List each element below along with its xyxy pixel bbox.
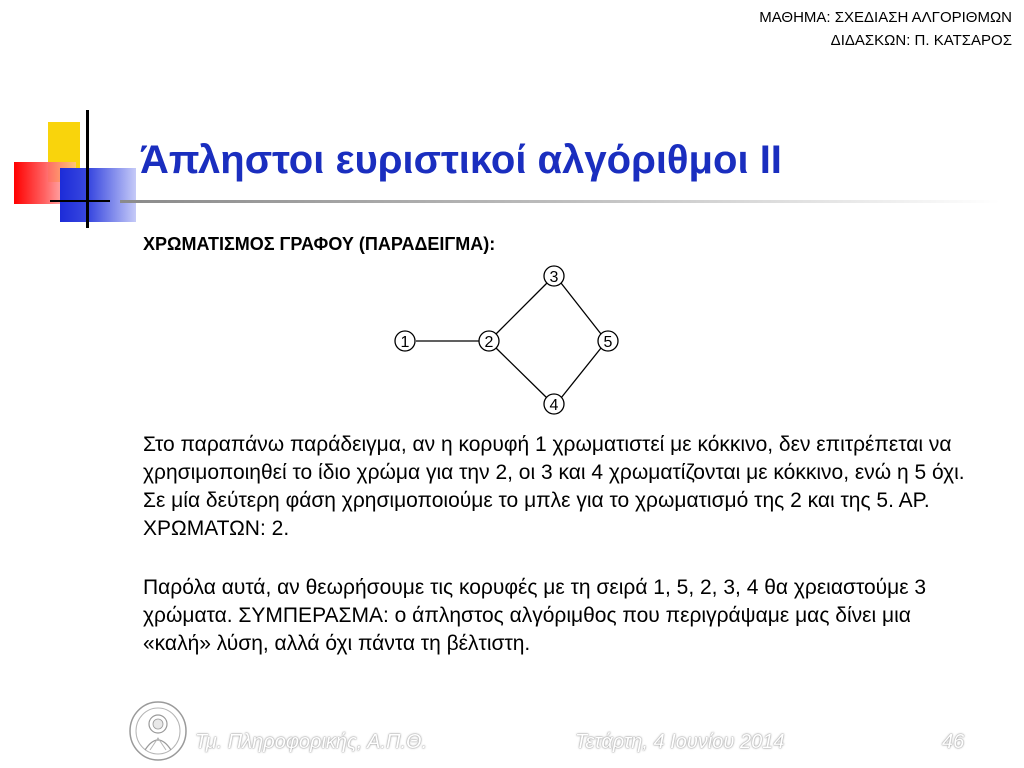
slide-subtitle: ΧΡΩΜΑΤΙΣΜΟΣ ΓΡΑΦΟΥ (ΠΑΡΑΔΕΙΓΜΑ): [143,234,496,254]
graph-node-1-label: 1 [400,334,410,351]
graph-edge-2-4 [496,348,547,398]
graph-node-3 [544,266,564,286]
university-seal-icon [128,700,188,762]
deco-horizontal-line [50,200,110,202]
deco-vertical-line [86,110,89,228]
graph-node-2-label: 2 [484,334,494,351]
instructor-label: ΔΙΔΑΣΚΩΝ: Π. ΚΑΤΣΑΡΟΣ [830,32,1012,49]
graph-node-4-label: 4 [549,397,559,414]
graph-node-5 [598,331,618,351]
decorative-squares [0,100,150,240]
slide-title: Άπληστοι ευριστικοί αλγόριθμοι II [140,138,782,182]
graph-edge-4-5 [561,348,601,398]
deco-blue-square [60,168,136,222]
graph-edge-3-5 [561,283,601,334]
header-info [759,6,1012,52]
graph-node-5-label: 5 [603,334,613,351]
graph-node-2 [479,331,499,351]
paragraph-conclusion: Παρόλα αυτά, αν θεωρήσουμε τις κορυφές με τη σειρά 1, 5, 2, 3, 4 θα χρειαστούμε 3 χρώματα. ΣΥΜΠΕΡΑΣΜΑ: ο άπληστος αλγόριμθος που περιγράψαμε μας δίνει μια «καλή» λύση, αλλά όχι πάντα τη βέλτιστη. [143,576,927,655]
graph-diagram [385,262,635,422]
footer-page-number: 46 [942,731,965,753]
graph-node-1 [395,331,415,351]
title-underline [120,200,1000,203]
footer-department: Τμ. Πληροφορικής, Α.Π.Θ. [195,731,428,753]
graph-edge-2-3 [496,283,547,334]
footer-date: Τετάρτη, 4 Ιουνίου 2014 [575,731,785,753]
graph-node-4 [544,394,564,414]
course-label: ΜΑΘΗΜΑ: ΣΧΕΔΙΑΣΗ ΑΛΓΟΡΙΘΜΩΝ [759,9,1012,26]
graph-node-3-label: 3 [549,269,559,286]
paragraph-example: Στο παραπάνω παράδειγμα, αν η κορυφή 1 χρωματιστεί με κόκκινο, δεν επιτρέπεται να χρησιμοποιηθεί το ίδιο χρώμα για την 2, οι 3 και 4 χρωματίζονται με κόκκινο, ενώ η 5 όχι. Σε μία δεύτερη φάση χρησιμοποιούμε το μπλε για το χρωματισμό της 2 και της 5. ΑΡ. ΧΡΩΜΑΤΩΝ: 2. [143,433,965,540]
